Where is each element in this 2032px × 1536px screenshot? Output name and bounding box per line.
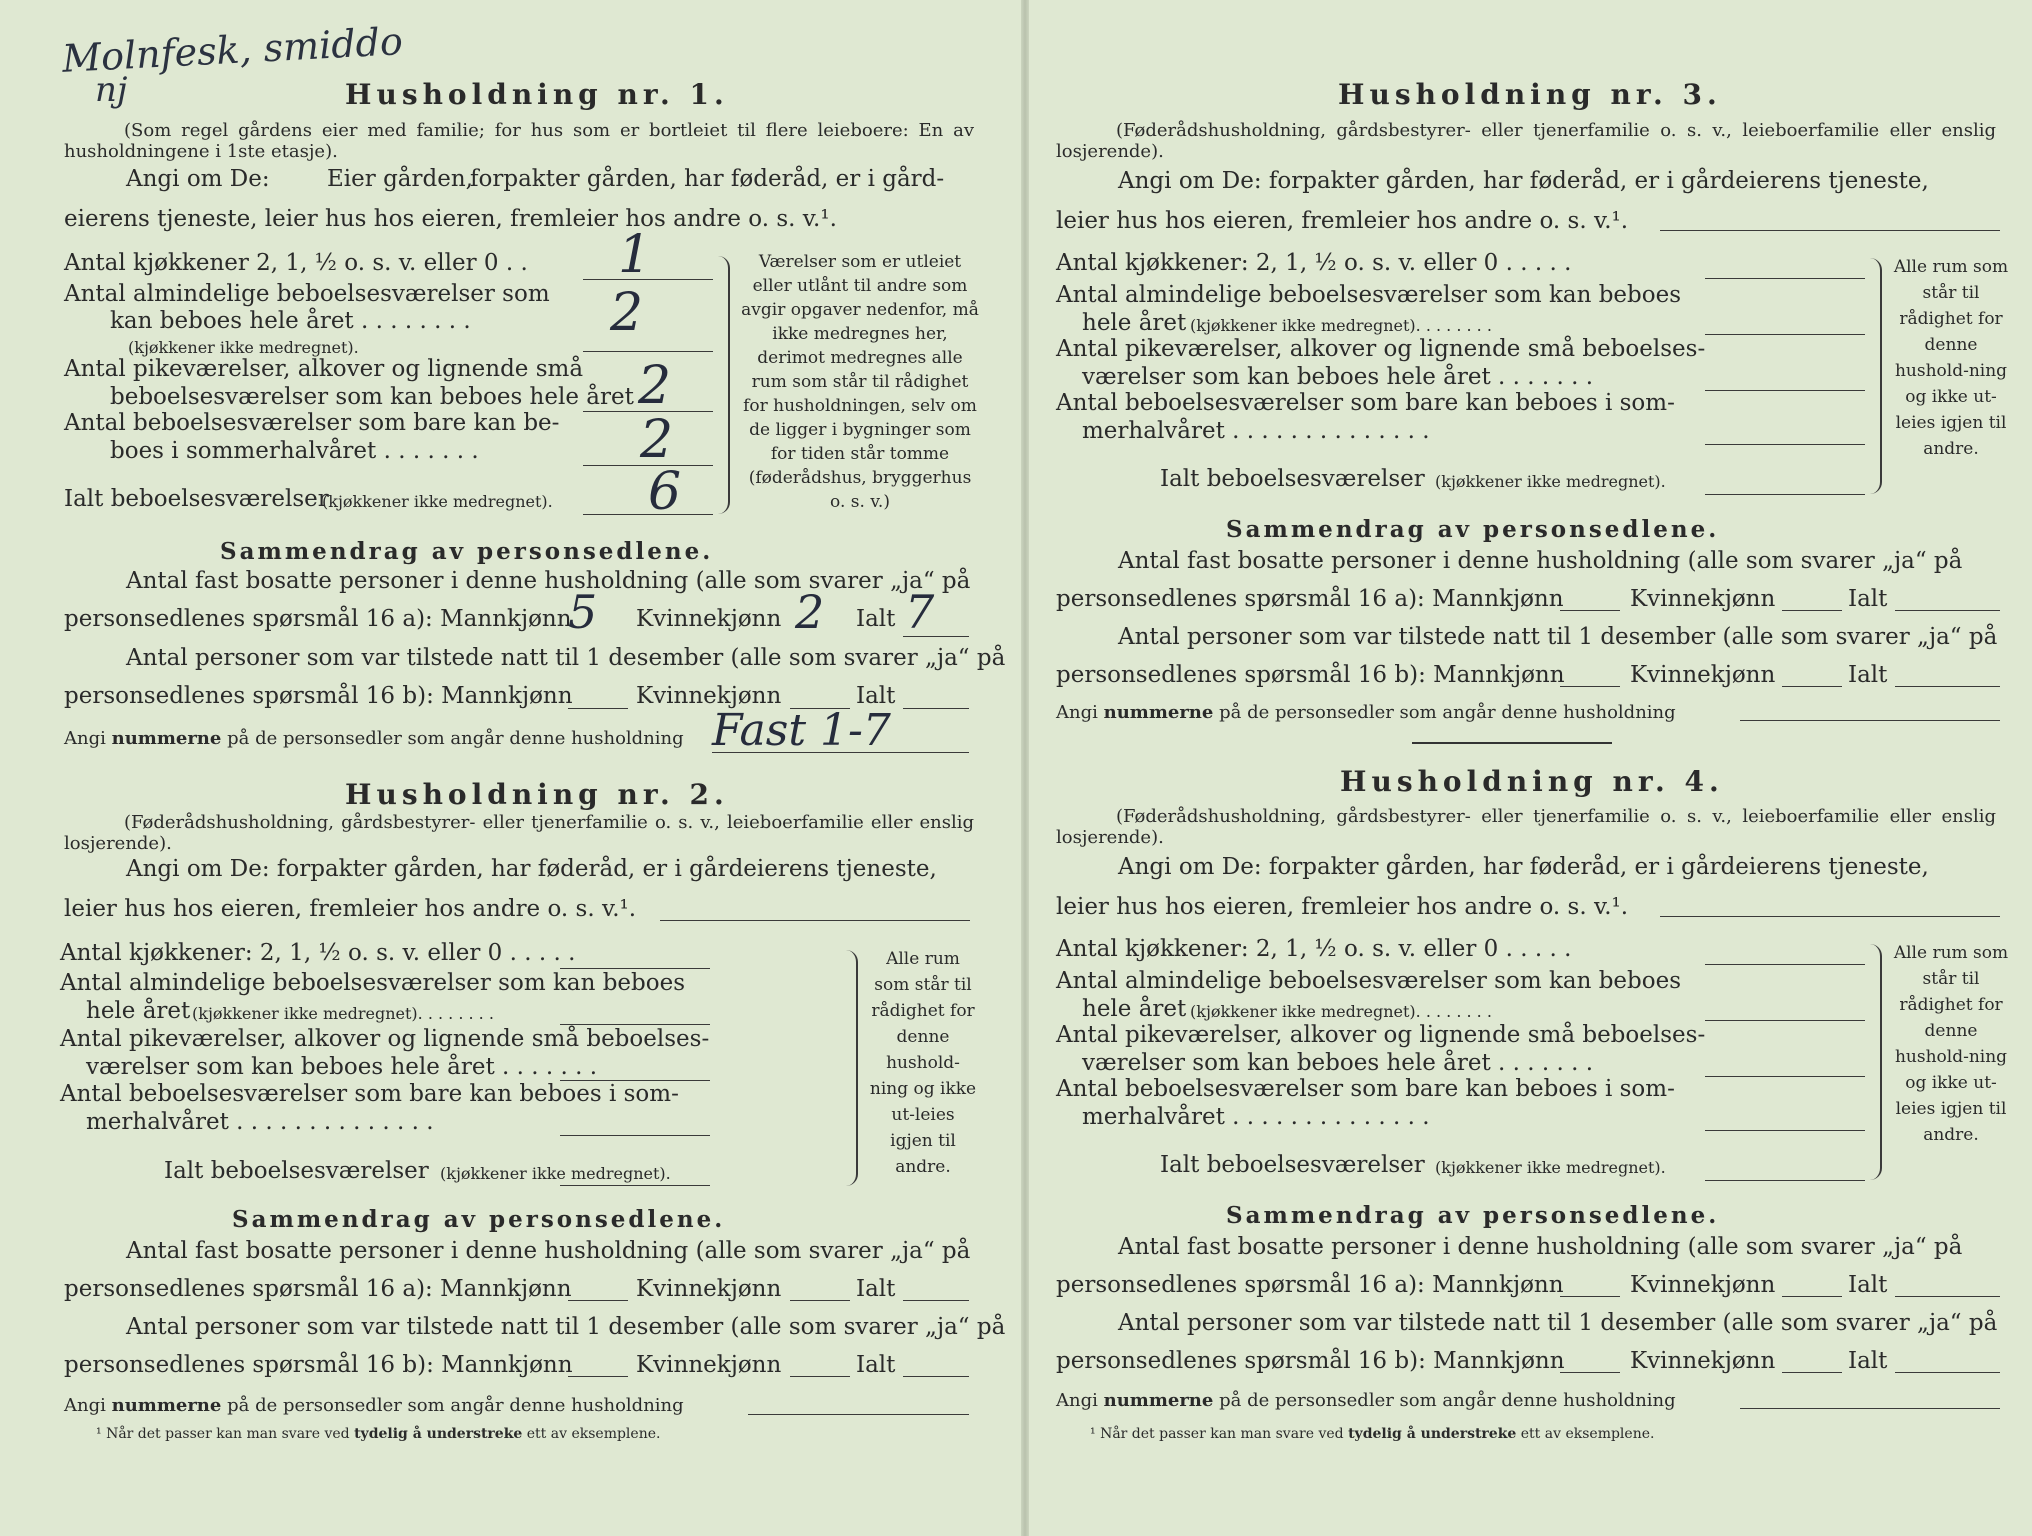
h4-numbers-label: Angi nummerne på de personsedler som angår denne husholdning xyxy=(1056,1390,1676,1411)
h2-angi-1: Angi om De: forpakter gården, har føderåd, er i gårdeierens tjeneste, xyxy=(126,856,937,882)
h3-16b-men-line xyxy=(1560,686,1620,687)
h2-angi-2: leier hus hos eieren, fremleier hos andre o. s. v.¹. xyxy=(64,896,637,922)
h2-16b-men-line xyxy=(568,1376,628,1377)
h4-summary-title: Sammendrag av personsedlene. xyxy=(1226,1202,1720,1229)
h4-numbers-line xyxy=(1740,1408,2000,1409)
h2-ialt-line xyxy=(903,1300,969,1301)
h4-ialt-line xyxy=(1895,1296,2000,1297)
h4-summary-line-2: personsedlenes spørsmål 16 a): Mannkjønn xyxy=(1056,1272,1564,1298)
h4-small-line xyxy=(1705,1076,1865,1077)
h3-women-label: Kvinnekjønn xyxy=(1630,586,1776,612)
h1-kitchens-value: 1 xyxy=(618,225,652,285)
h4-women-label: Kvinnekjønn xyxy=(1630,1272,1776,1298)
h1-angi-options-2: eierens tjeneste, leier hus hos eieren, fremleier hos andre o. s. v.¹. xyxy=(64,206,837,232)
household-4-title: Husholdning nr. 4. xyxy=(1340,765,1724,798)
h3-summary-line-2: personsedlenes spørsmål 16 a): Mannkjønn xyxy=(1056,586,1564,612)
h3-angi-2: leier hus hos eieren, fremleier hos andre o. s. v.¹. xyxy=(1056,208,1629,234)
h1-angi-options: forpakter gården, har føderåd, er i gård- xyxy=(470,166,945,192)
h4-total-label: Ialt beboelsesværelser xyxy=(1160,1152,1425,1178)
h3-numbers-line xyxy=(1740,720,2000,721)
h2-summer-a: Antal beboelsesværelser som bare kan beboes i som- xyxy=(60,1081,679,1107)
h3-16b-women-label: Kvinnekjønn xyxy=(1630,662,1776,688)
h4-16b-ialt-label: Ialt xyxy=(1848,1348,1888,1374)
h1-16b-ialt-label: Ialt xyxy=(856,683,896,709)
h2-women-line xyxy=(790,1300,850,1301)
right-footnote: ¹ Når det passer kan man svare ved tydelig å understreke ett av eksemplene. xyxy=(1090,1426,1655,1442)
h1-summary-title: Sammendrag av personsedlene. xyxy=(220,538,714,565)
h4-16b-women-line xyxy=(1782,1372,1842,1373)
h2-total-label: Ialt beboelsesværelser xyxy=(164,1158,429,1184)
h3-kitchens-label: Antal kjøkkener: 2, 1, ½ o. s. v. eller 0 . . . . . xyxy=(1056,250,1572,276)
h3-rooms-a: Antal almindelige beboelsesværelser som kan beboes xyxy=(1056,282,1682,308)
h3-kitchens-line xyxy=(1705,278,1865,279)
h2-summary-line-1: Antal fast bosatte personer i denne husholdning (alle som svarer „ja“ på xyxy=(126,1238,971,1264)
h1-numbers-value: Fast 1-7 xyxy=(712,705,891,756)
section-separator xyxy=(1412,742,1612,744)
h1-side-note: Værelser som er utleiet eller utlånt til andre som avgir opgaver nedenfor, må ikke medregnes her, derimot medregnes alle rum som står til rådighet for husholdningen, selv om de ligger i bygninger som for tiden står tomme (føderådshus, bryggerhus o. s. v.) xyxy=(741,252,979,512)
h3-rooms-bs: (kjøkkener ikke medregnet). . . . . . . . xyxy=(1190,316,1492,335)
h2-summer-b: merhalvåret . . . . . . . . . . . . . . xyxy=(86,1109,434,1135)
h3-16b-ialt-line xyxy=(1895,686,2000,687)
h2-rooms-line xyxy=(560,1024,710,1025)
h1-small-label-b: beboelsesværelser som kan beboes hele året xyxy=(110,384,634,410)
h1-summer-label-b: boes i sommerhalvåret . . . . . . . xyxy=(110,438,479,464)
h1-numbers-line xyxy=(712,752,969,753)
h1-summary-line-3: Antal personer som var tilstede natt til 1 desember (alle som svarer „ja“ på xyxy=(126,645,1006,671)
h1-summary-line-1: Antal fast bosatte personer i denne husholdning (alle som svarer „ja“ på xyxy=(126,568,971,594)
h1-ialt-label: Ialt xyxy=(856,606,896,632)
h1-total-sublabel: (kjøkkener ikke medregnet). xyxy=(322,492,553,511)
h3-small-line xyxy=(1705,390,1865,391)
h2-summary-line-2: personsedlenes spørsmål 16 a): Mannkjønn xyxy=(64,1276,572,1302)
h3-summary-line-3: Antal personer som var tilstede natt til 1 desember (alle som svarer „ja“ på xyxy=(1118,624,1998,650)
h3-16b-women-line xyxy=(1782,686,1842,687)
h2-summer-line xyxy=(560,1135,710,1136)
h2-numbers-line xyxy=(748,1414,969,1415)
h3-summer-a: Antal beboelsesværelser som bare kan beboes i som- xyxy=(1056,390,1675,416)
h1-rooms-value: 2 xyxy=(610,283,644,343)
h4-kitchens-label: Antal kjøkkener: 2, 1, ½ o. s. v. eller 0 . . . . . xyxy=(1056,936,1572,962)
h3-rooms-line xyxy=(1705,334,1865,335)
h2-16b-ialt-label: Ialt xyxy=(856,1352,896,1378)
h3-women-line xyxy=(1782,610,1842,611)
h3-angi-line xyxy=(1660,230,2000,231)
h4-angi-1: Angi om De: forpakter gården, har føderåd, er i gårdeierens tjeneste, xyxy=(1118,854,1929,880)
h1-summer-value: 2 xyxy=(640,410,674,470)
h2-small-b: værelser som kan beboes hele året . . . . . . . xyxy=(86,1054,598,1080)
h4-16b-men-line xyxy=(1560,1372,1620,1373)
h4-summer-a: Antal beboelsesværelser som bare kan beboes i som- xyxy=(1056,1076,1675,1102)
h4-brace xyxy=(1870,944,1882,1180)
h4-rooms-a: Antal almindelige beboelsesværelser som kan beboes xyxy=(1056,968,1682,994)
h1-ialt-value: 7 xyxy=(905,585,935,639)
household-1-title: Husholdning nr. 1. xyxy=(345,78,729,111)
h4-rooms-bs: (kjøkkener ikke medregnet). . . . . . . . xyxy=(1190,1002,1492,1021)
h4-16b-women-label: Kvinnekjønn xyxy=(1630,1348,1776,1374)
h2-summary-title: Sammendrag av personsedlene. xyxy=(232,1206,726,1233)
right-page xyxy=(1030,0,2032,1536)
h1-summary-line-2: personsedlenes spørsmål 16 a): Mannkjønn xyxy=(64,606,572,632)
h4-angi-2: leier hus hos eieren, fremleier hos andre o. s. v.¹. xyxy=(1056,894,1629,920)
h1-rooms-label-c: (kjøkkener ikke medregnet). xyxy=(128,338,359,357)
h1-rooms-line xyxy=(583,351,713,352)
h2-16b-women-label: Kvinnekjønn xyxy=(636,1352,782,1378)
h4-rooms-line xyxy=(1705,1020,1865,1021)
h1-women-label: Kvinnekjønn xyxy=(636,606,782,632)
h1-numbers-label: Angi nummerne på de personsedler som angår denne husholdning xyxy=(64,728,684,749)
h1-16b-men-line xyxy=(568,708,628,709)
h4-kitchens-line xyxy=(1705,964,1865,965)
h1-brace xyxy=(718,256,730,514)
h3-summer-line xyxy=(1705,444,1865,445)
h2-side-note: Alle rum som står til rådighet for denne hushold-ning og ikke ut-leies igjen til andre. xyxy=(869,949,977,1177)
h2-angi-line xyxy=(660,920,970,921)
h1-women-value: 2 xyxy=(795,585,825,639)
h3-total-sublabel: (kjøkkener ikke medregnet). xyxy=(1435,472,1666,491)
h3-summary-title: Sammendrag av personsedlene. xyxy=(1226,516,1720,543)
h3-brace xyxy=(1870,258,1882,494)
h3-small-a: Antal pikeværelser, alkover og lignende små beboelses- xyxy=(1056,336,1706,362)
h2-summary-line-4: personsedlenes spørsmål 16 b): Mannkjønn xyxy=(64,1352,573,1378)
h4-total-sublabel: (kjøkkener ikke medregnet). xyxy=(1435,1158,1666,1177)
h4-summary-line-4: personsedlenes spørsmål 16 b): Mannkjønn xyxy=(1056,1348,1565,1374)
h3-summary-line-4: personsedlenes spørsmål 16 b): Mannkjønn xyxy=(1056,662,1565,688)
household-3-title: Husholdning nr. 3. xyxy=(1338,78,1722,111)
h3-small-b: værelser som kan beboes hele året . . . . . . . xyxy=(1082,364,1594,390)
h1-kitchens-label: Antal kjøkkener 2, 1, ½ o. s. v. eller 0 . . xyxy=(64,250,528,276)
h3-side-note: Alle rum som står til rådighet for denne hushold-ning og ikke ut-leies igjen til andre. xyxy=(1893,257,2009,459)
h2-brace xyxy=(846,950,858,1186)
h2-rooms-b: hele året xyxy=(86,998,191,1024)
h2-rooms-a: Antal almindelige beboelsesværelser som kan beboes xyxy=(60,970,686,996)
h3-ialt-line xyxy=(1895,610,2000,611)
household-2-title: Husholdning nr. 2. xyxy=(345,778,729,811)
h3-ialt-label: Ialt xyxy=(1848,586,1888,612)
h1-kitchens-line xyxy=(583,279,713,280)
h1-eier-option: Eier gården, xyxy=(327,166,473,192)
h4-total-line xyxy=(1705,1180,1865,1181)
h4-small-b: værelser som kan beboes hele året . . . . . . . xyxy=(1082,1050,1594,1076)
h2-total-sublabel: (kjøkkener ikke medregnet). xyxy=(440,1164,671,1183)
h4-small-a: Antal pikeværelser, alkover og lignende små beboelses- xyxy=(1056,1022,1706,1048)
h3-total-label: Ialt beboelsesværelser xyxy=(1160,466,1425,492)
h2-16b-ialt-line xyxy=(903,1376,969,1377)
h2-kitchens-line xyxy=(560,968,710,969)
h1-total-value: 6 xyxy=(648,462,682,522)
handwritten-top-note: Molnfesk, smiddo xyxy=(61,19,404,81)
h2-rooms-bs: (kjøkkener ikke medregnet). . . . . . . . xyxy=(192,1004,494,1023)
h2-women-label: Kvinnekjønn xyxy=(636,1276,782,1302)
h3-summary-line-1: Antal fast bosatte personer i denne husholdning (alle som svarer „ja“ på xyxy=(1118,548,1963,574)
h3-angi-1: Angi om De: forpakter gården, har føderåd, er i gårdeierens tjeneste, xyxy=(1118,168,1929,194)
h3-numbers-label: Angi nummerne på de personsedler som angår denne husholdning xyxy=(1056,702,1676,723)
h2-ialt-label: Ialt xyxy=(856,1276,896,1302)
h4-angi-line xyxy=(1660,916,2000,917)
h1-16b-women-label: Kvinnekjønn xyxy=(636,683,782,709)
h4-summary-line-3: Antal personer som var tilstede natt til 1 desember (alle som svarer „ja“ på xyxy=(1118,1310,1998,1336)
h4-summary-line-1: Antal fast bosatte personer i denne husholdning (alle som svarer „ja“ på xyxy=(1118,1234,1963,1260)
h4-women-line xyxy=(1782,1296,1842,1297)
h3-men-line xyxy=(1560,610,1620,611)
h2-total-line xyxy=(560,1185,710,1186)
h4-summer-line xyxy=(1705,1130,1865,1131)
h4-rooms-b: hele året xyxy=(1082,996,1187,1022)
h1-16b-ialt-line xyxy=(903,708,969,709)
h1-total-line xyxy=(583,514,713,515)
household-4-subtitle: (Føderådshusholdning, gårdsbestyrer- eller tjenerfamilie o. s. v., leieboerfamilie eller enslig losjerende). xyxy=(1056,806,1996,848)
household-2-subtitle: (Føderådshusholdning, gårdsbestyrer- eller tjenerfamilie o. s. v., leieboerfamilie eller enslig losjerende). xyxy=(64,812,974,854)
h1-men-value: 5 xyxy=(568,585,598,639)
handwritten-top-note-2: nj xyxy=(95,70,128,110)
h2-numbers-label: Angi nummerne på de personsedler som angår denne husholdning xyxy=(64,1395,684,1416)
h1-total-label: Ialt beboelsesværelser xyxy=(64,486,329,512)
h4-summer-b: merhalvåret . . . . . . . . . . . . . . xyxy=(1082,1104,1430,1130)
h3-rooms-b: hele året xyxy=(1082,310,1187,336)
h1-small-label-a: Antal pikeværelser, alkover og lignende små xyxy=(64,356,584,382)
h1-rooms-label-b: kan beboes hele året . . . . . . . . xyxy=(110,308,471,334)
h3-summer-b: merhalvåret . . . . . . . . . . . . . . xyxy=(1082,418,1430,444)
h4-side-note: Alle rum som står til rådighet for denne hushold-ning og ikke ut-leies igjen til andre. xyxy=(1893,943,2009,1145)
h1-angi-label: Angi om De: xyxy=(126,166,270,192)
h2-small-a: Antal pikeværelser, alkover og lignende små beboelses- xyxy=(60,1026,710,1052)
h2-men-line xyxy=(568,1300,628,1301)
h1-rooms-label-a: Antal almindelige beboelsesværelser som xyxy=(64,281,550,307)
page-spine xyxy=(1021,0,1029,1536)
h4-ialt-label: Ialt xyxy=(1848,1272,1888,1298)
h2-16b-women-line xyxy=(790,1376,850,1377)
h2-kitchens-label: Antal kjøkkener: 2, 1, ½ o. s. v. eller 0 . . . . . xyxy=(60,940,576,966)
h1-summer-label-a: Antal beboelsesværelser som bare kan be- xyxy=(64,410,560,436)
left-page xyxy=(0,0,1015,1536)
household-3-subtitle: (Føderådshusholdning, gårdsbestyrer- eller tjenerfamilie o. s. v., leieboerfamilie eller enslig losjerende). xyxy=(1056,120,1996,162)
h3-total-line xyxy=(1705,494,1865,495)
h1-summary-line-4: personsedlenes spørsmål 16 b): Mannkjønn xyxy=(64,683,573,709)
h4-16b-ialt-line xyxy=(1895,1372,2000,1373)
h1-ialt-line xyxy=(903,636,969,637)
h4-men-line xyxy=(1560,1296,1620,1297)
household-1-subtitle: (Som regel gårdens eier med familie; for hus som er bortleiet til flere leieboere: En av husholdningene i 1ste etasje). xyxy=(64,120,974,162)
h1-small-value: 2 xyxy=(638,356,672,416)
h2-summary-line-3: Antal personer som var tilstede natt til 1 desember (alle som svarer „ja“ på xyxy=(126,1314,1006,1340)
h3-16b-ialt-label: Ialt xyxy=(1848,662,1888,688)
left-footnote: ¹ Når det passer kan man svare ved tydelig å understreke ett av eksemplene. xyxy=(96,1426,661,1442)
